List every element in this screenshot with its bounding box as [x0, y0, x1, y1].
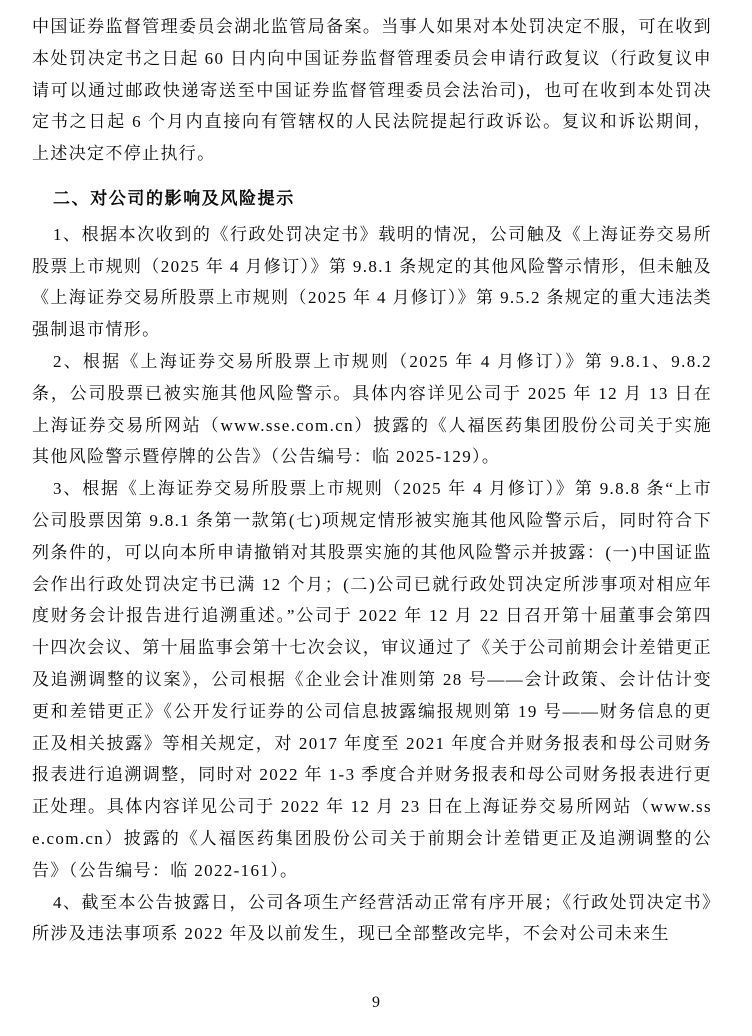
- page-number: 9: [372, 994, 380, 1011]
- document-body: [32, 11, 712, 950]
- paragraph-item-3: 3、根据《上海证券交易所股票上市规则（2025 年 4 月修订）》第 9.8.8 条“上市公司股票因第 9.8.1 条第一款第(七)项规定情形被实施其他风险警示后，同时符合下列条件的，可以向本所申请撤销对其股票实施的其他风险警示并披露：(一)中国证监会作出行政处罚决定书已满 12 个月；(二)公司已就行政处罚决定所涉事项对相应年度财务会计报告进行追溯重述。”公司于 2022 年 12 月 22 日召开第十届董事会第四十四次会议、第十届监事会第十七次会议，审议通过了《关于公司前期会计差错更正及追溯调整的议案》，公司根据《企业会计准则第 28 号——会计政策、会计估计变更和差错更正》《公开发行证券的公司信息披露编报规则第 19 号——财务信息的更正及相关披露》等相关规定，对 2017 年度至 2021 年度合并财务报表和母公司财务报表进行追溯调整，同时对 2022 年 1-3 季度合并财务报表和母公司财务报表进行更正处理。具体内容详见公司于 2022 年 12 月 23 日在上海证券交易所网站（www.sse.com.cn）披露的《人福医药集团股份公司关于前期会计差错更正及追溯调整的公告》（公告编号：临 2022-161）。: [32, 479, 712, 880]
- section-heading: 二、对公司的影响及风险提示: [53, 188, 295, 208]
- paragraph-continuation: 中国证券监督管理委员会湖北监管局备案。当事人如果对本处罚决定不服，可在收到本处罚决定书之日起 60 日内向中国证券监督管理委员会申请行政复议（行政复议申请可以通过邮政快递寄送至中国证券监督管理委员会法治司)，也可在收到本处罚决定书之日起 6 个月内直接向有管辖权的人民法院提起行政诉讼。复议和诉讼期间，上述决定不停止执行。: [32, 17, 712, 164]
- paragraph-item-4: 4、截至本公告披露日，公司各项生产经营活动正常有序开展；《行政处罚决定书》所涉及违法事项系 2022 年及以前发生，现已全部整改完毕，不会对公司未来生: [32, 892, 712, 944]
- paragraph-item-1: 1、根据本次收到的《行政处罚决定书》载明的情况，公司触及《上海证券交易所股票上市规则（2025 年 4 月修订）》第 9.8.1 条规定的其他风险警示情形，但未触及《上海证券交易所股票上市规则（2025 年 4 月修订）》第 9.5.2 条规定的重大违法类强制退市情形。: [32, 224, 712, 340]
- paragraph-item-2: 2、根据《上海证券交易所股票上市规则（2025 年 4 月修订）》第 9.8.1、9.8.2 条，公司股票已被实施其他风险警示。具体内容详见公司于 2025 年 12 月 13 日在上海证券交易所网站（www.sse.com.cn）披露的《人福医药集团股份公司关于实施其他风险警示暨停牌的公告》（公告编号：临 2025-129）。: [32, 351, 712, 467]
